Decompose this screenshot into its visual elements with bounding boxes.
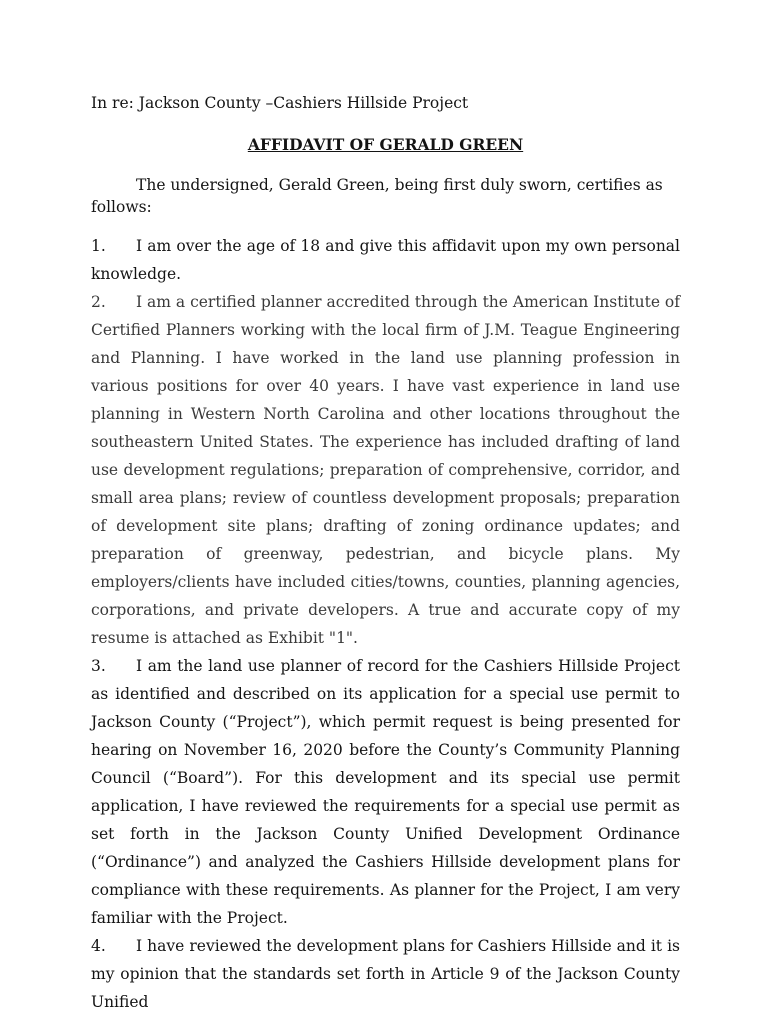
paragraph-1 (91, 232, 680, 288)
affidavit-title: AFFIDAVIT OF GERALD GREEN (247, 135, 524, 154)
paragraph-text: I am the land use planner of record for the Cashiers Hillside Project as identified and described on its application for a special use permit to Jackson County (“Project”), which permit request is being presented for hearing on November 16, 2020 before the County’s Community Planning Council (“Board”). For this development and its special use permit application, I have reviewed the requirements for a special use permit as set forth in the Jackson County Unified Development Ordinance (“Ordinance”) and analyzed the Cashiers Hillside development plans for compliance with these requirements. As planner for the Project, I am very familiar with the Project. (91, 657, 680, 927)
paragraph-text: I am over the age of 18 and give this affidavit upon my own personal knowledge. (91, 237, 680, 283)
paragraph-4 (91, 932, 680, 1016)
paragraph-3 (91, 652, 680, 932)
paragraph-number: 4. (91, 937, 106, 955)
document-page (91, 92, 680, 1016)
paragraph-number: 3. (91, 657, 106, 675)
intro-statement: The undersigned, Gerald Green, being first duly sworn, certifies as follows: (91, 176, 663, 216)
paragraph-number: 1. (91, 237, 106, 255)
paragraph-text: I have reviewed the development plans for Cashiers Hillside and it is my opinion that the standards set forth in Article 9 of the Jackson County Unified (91, 937, 680, 1011)
case-caption: In re: Jackson County –Cashiers Hillside Project (91, 94, 469, 112)
paragraph-number: 2. (91, 293, 106, 311)
paragraph-text: I am a certified planner accredited through the American Institute of Certified Planners working with the local firm of J.M. Teague Engineering and Planning. I have worked in the land use planning profession in various positions for over 40 years. I have vast experience in land use planning in Western North Carolina and other locations throughout the southeastern United States. The experience has included drafting of land use development regulations; preparation of comprehensive, corridor, and small area plans; review of countless development proposals; preparation of development site plans; drafting of zoning ordinance updates; and preparation of greenway, pedestrian, and bicycle plans. My employers/clients have included cities/towns, counties, planning agencies, corporations, and private developers. A true and accurate copy of my resume is attached as Exhibit "1". (91, 293, 680, 647)
paragraph-2 (91, 288, 680, 652)
